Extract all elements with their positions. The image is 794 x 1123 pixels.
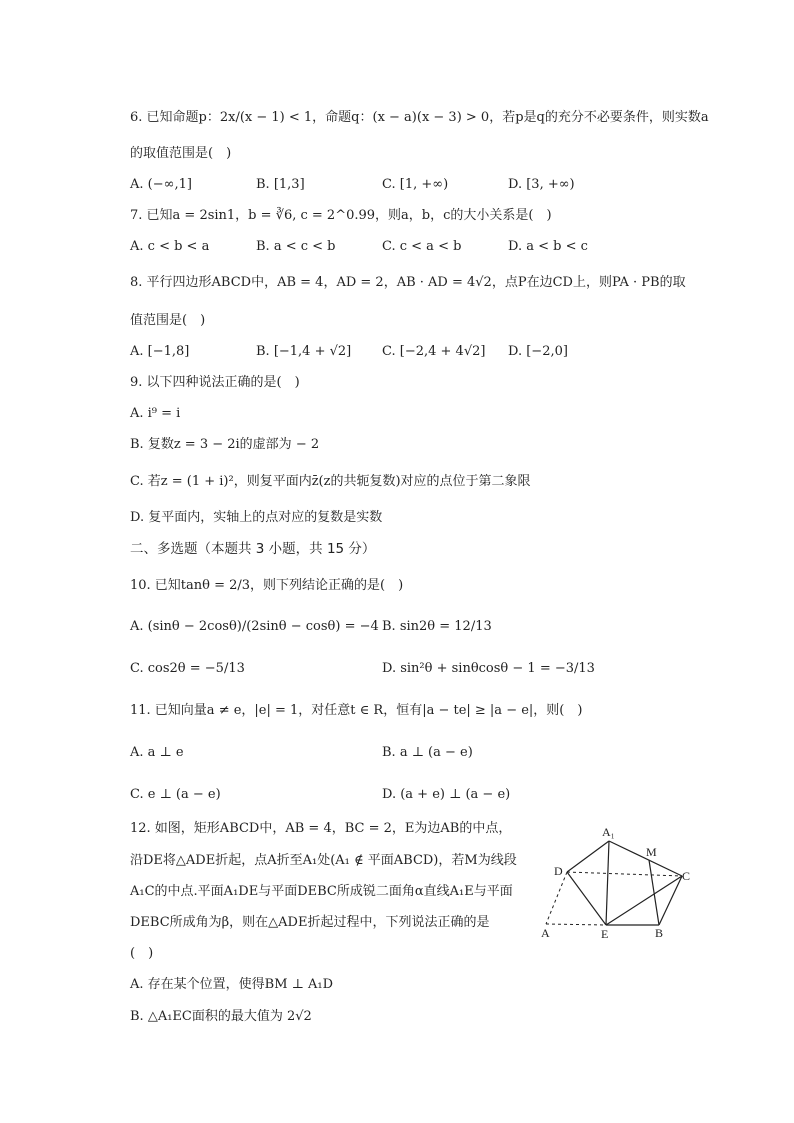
- q10-stem: 10. 已知tanθ = 2/3，则下列结论正确的是( ): [130, 578, 404, 593]
- label-c: C: [682, 869, 691, 883]
- q8-option-b: B. [−1,4 + √2]: [256, 344, 352, 359]
- edge-ae: [546, 924, 606, 925]
- q12-stem-line2: 沿DE将△ADE折起，点A折至A₁处(A₁ ∉ 平面ABCD)，若M为线段: [130, 853, 517, 868]
- q11-option-c: C. e ⊥ (a − e): [130, 787, 221, 802]
- q9-option-d: D. 复平面内，实轴上的点对应的复数是实数: [130, 510, 383, 525]
- q6-option-d: D. [3, +∞): [508, 177, 575, 192]
- edge-a1e: [606, 841, 609, 925]
- q9-option-b: B. 复数z = 3 − 2i的虚部为 − 2: [130, 437, 320, 452]
- q6-option-a: A. (−∞,1]: [130, 177, 192, 192]
- label-e: E: [601, 927, 609, 941]
- q10-option-a: A. (sinθ − 2cosθ)/(2sinθ − cosθ) = −4: [130, 619, 379, 634]
- q11-stem: 11. 已知向量a ≠ e，|e| = 1，对任意t ∈ R，恒有|a − te| ≥ |a − e|，则( ): [130, 703, 583, 718]
- q9-option-c: C. 若z = (1 + i)²，则复平面内z̄(z的共轭复数)对应的点位于第二象限: [130, 474, 531, 489]
- q12-stem-line3: A₁C的中点.平面A₁DE与平面DEBC所成锐二面角α直线A₁E与平面: [130, 884, 513, 899]
- q10-option-d: D. sin²θ + sinθcosθ − 1 = −3/13: [382, 661, 595, 676]
- q12-option-a: A. 存在某个位置，使得BM ⊥ A₁D: [130, 977, 334, 992]
- q11-option-d: D. (a + e) ⊥ (a − e): [382, 787, 511, 802]
- q7-stem: 7. 已知a = 2sin1，b = ∛6, c = 2^0.99，则a，b，c的大小关系是( ): [130, 208, 552, 223]
- label-b: B: [655, 926, 664, 940]
- q7-option-c: C. c < a < b: [382, 239, 462, 254]
- q11-option-b: B. a ⊥ (a − e): [382, 745, 473, 760]
- q8-stem-line1: 8. 平行四边形ABCD中，AB = 4，AD = 2，AB · AD = 4√2，点P在边CD上，则PA · PB的取: [130, 275, 686, 290]
- folded-rectangle-figure: [536, 822, 696, 944]
- q6-option-b: B. [1,3]: [256, 177, 305, 192]
- label-a: A: [541, 926, 550, 940]
- q10-option-c: C. cos2θ = −5/13: [130, 661, 245, 676]
- q8-stem-line2: 值范围是( ): [130, 313, 206, 328]
- edge-a1d: [567, 841, 609, 872]
- q9-stem: 9. 以下四种说法正确的是( ): [130, 375, 300, 390]
- section-heading-multi-choice: 二、多选题（本题共 3 小题，共 15 分）: [130, 541, 376, 557]
- q9-option-a: A. i⁹ = i: [130, 406, 181, 421]
- q8-option-a: A. [−1,8]: [130, 344, 190, 359]
- edge-da: [546, 872, 567, 924]
- q6-stem-line1: 6. 已知命题p：2x/(x − 1) < 1，命题q：(x − a)(x − 3) > 0，若p是q的充分不必要条件，则实数a: [130, 110, 709, 125]
- q7-option-d: D. a < b < c: [508, 239, 588, 254]
- q12-stem-line5: ( ): [130, 946, 154, 961]
- label-m: M: [646, 845, 657, 859]
- edge-de: [567, 872, 606, 925]
- q6-option-c: C. [1, +∞): [382, 177, 449, 192]
- label-a1: A₁: [602, 825, 615, 839]
- q10-option-b: B. sin2θ = 12/13: [382, 619, 492, 634]
- q12-stem-line1: 12. 如图，矩形ABCD中，AB = 4，BC = 2，E为边AB的中点，: [130, 821, 512, 836]
- edge-dc: [567, 872, 682, 876]
- q12-option-b: B. △A₁EC面积的最大值为 2√2: [130, 1009, 312, 1024]
- q7-option-b: B. a < c < b: [256, 239, 336, 254]
- q12-stem-line4: DEBC所成角为β，则在△ADE折起过程中，下列说法正确的是: [130, 915, 490, 930]
- label-d: D: [554, 864, 563, 878]
- q6-stem-line2: 的取值范围是( ): [130, 146, 232, 161]
- q8-option-d: D. [−2,0]: [508, 344, 568, 359]
- q8-option-c: C. [−2,4 + 4√2]: [382, 344, 486, 359]
- q11-option-a: A. a ⊥ e: [130, 745, 184, 760]
- q7-option-a: A. c < b < a: [130, 239, 210, 254]
